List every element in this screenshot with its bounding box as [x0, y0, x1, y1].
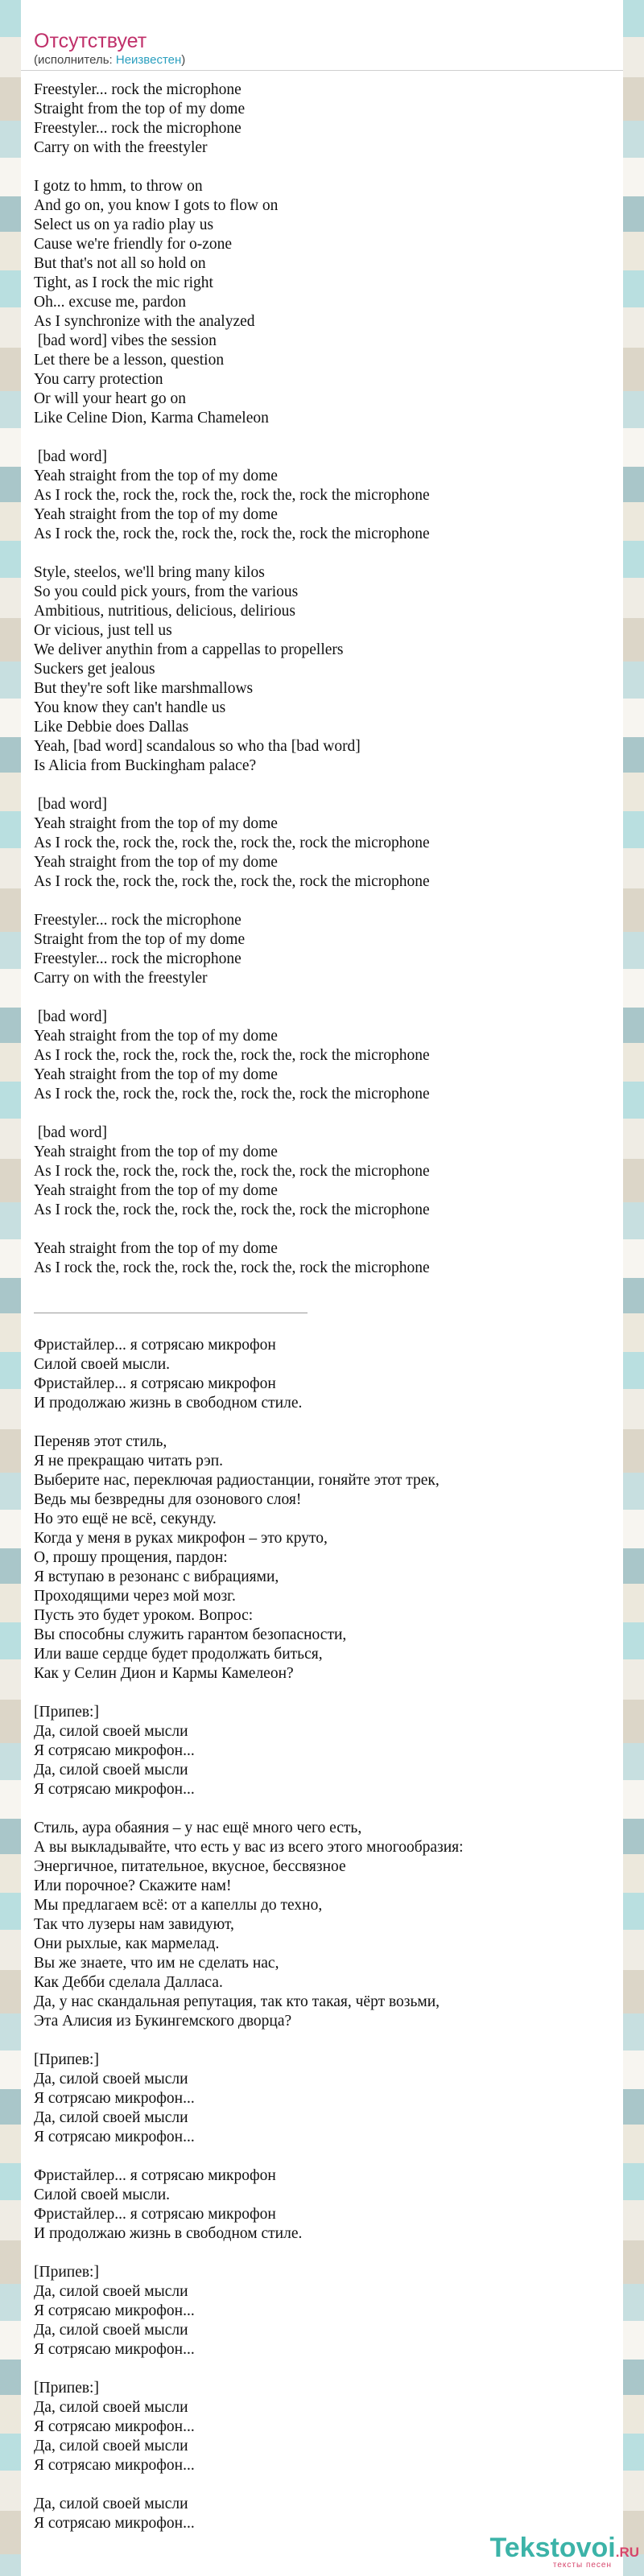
byline-suffix: ): [181, 53, 186, 67]
artist-link[interactable]: Неизвестен: [115, 53, 182, 67]
byline-prefix: (исполнитель:: [34, 53, 116, 67]
song-title: Отсутствует: [34, 30, 147, 52]
header-divider: [21, 70, 623, 71]
artist-byline: [34, 53, 610, 68]
logo-tagline: тексты песен: [552, 2561, 612, 2570]
lyrics-translation: Фристайлер... я сотрясаю микрофон Силой своей мысли. Фристайлер... я сотрясаю микрофон И продолжаю жизнь в свободном стиле. Переняв этот стиль, Я не прекращаю читать рэп. Выберите нас, переключая радиостанции, гоняйте этот трек, Ведь мы безвредны для озонового слоя! Но это ещё не всё, секунду. Когда у меня в руках микрофон – это круто, О, прошу прощения, пардон: Я вступаю в резонанс с вибрациями, Проходящими через мой мозг. Пусть это будет уроком. Вопрос: Вы способны служить гарантом безопасности, Или ваше сердце будет продолжать биться, Как у Селин Дион и Кармы Камелеон? [Припев:] Да, силой своей мысли Я сотрясаю микрофон... Да, силой своей мысли Я сотрясаю микрофон... Стиль, аура обаяния – у нас ещё много чего есть, А вы выкладывайте, что есть у вас из всего этого многообразия: Энергичное, питательное, вкусное, бессвязное Или порочное? Скажите нам! Мы предлагаем всё: от а капеллы до техно, Так что лузеры нам завидуют, Они рыхлые, как мармелад. Вы же знаете, что им не сделать нас, Как Дебби сделала Далласа. Да, у нас скандальная репутация, так кто такая, чёрт возьми, Эта Алисия из Букингемского дворца? [Припев:] Да, силой своей мысли Я сотрясаю микрофон... Да, силой своей мысли Я сотрясаю микрофон... Фристайлер... я сотрясаю микрофон Силой своей мысли. Фристайлер... я сотрясаю микрофон И продолжаю жизнь в свободном стиле. [Припев:] Да, силой своей мысли Я сотрясаю микрофон... Да, силой своей мысли Я сотрясаю микрофон... [Припев:] Да, силой своей мысли Я сотрясаю микрофон... Да, силой своей мысли Я сотрясаю микрофон... Да, силой своей мысли Я сотрясаю микрофон...: [34, 1337, 464, 2532]
logo-name: Tekstovoi: [489, 2533, 616, 2563]
page-sheet: [21, 0, 623, 2576]
logo-suffix: .RU: [615, 2545, 639, 2560]
lyrics-original: Freestyler... rock the microphone Straight from the top of my dome Freestyler... rock the microphone Carry on with the freestyler I gotz to hmm, to throw on And go on, you know I gots to flow on Select us on ya radio play us Cause we're friendly for o-zone But that's not all so hold on Tight, as I rock the mic right Oh... excuse me, pardon As I synchronize with the analyzed [bad word] vibes the session Let there be a lesson, question You carry protection Or will your heart go on Like Celine Dion, Karma Chameleon [bad word] Yeah straight from the top of my dome As I rock the, rock the, rock the, rock the, rock the microphone Yeah straight from the top of my dome As I rock the, rock the, rock the, rock the, rock the microphone Style, steelos, we'll bring many kilos So you could pick yours, from the various Ambitious, nutritious, delicious, delirious Or vicious, just tell us We deliver anythin from a cappellas to propellers Suckers get jealous But they're soft like marshmallows You know they can't handle us Like Debbie does Dallas Yeah, [bad word] scandalous so who tha [bad word] Is Alicia from Buckingham palace? [bad word] Yeah straight from the top of my dome As I rock the, rock the, rock the, rock the, rock the microphone Yeah straight from the top of my dome As I rock the, rock the, rock the, rock the, rock the microphone Freestyler... rock the microphone Straight from the top of my dome Freestyler... rock the microphone Carry on with the freestyler [bad word] Yeah straight from the top of my dome As I rock the, rock the, rock the, rock the, rock the microphone Yeah straight from the top of my dome As I rock the, rock the, rock the, rock the, rock the microphone [bad word] Yeah straight from the top of my dome As I rock the, rock the, rock the, rock the, rock the microphone Yeah straight from the top of my dome As I rock the, rock the, rock the, rock the, rock the microphone Yeah straight from the top of my dome As I rock the, rock the, rock the, rock the, rock the microphone: [34, 81, 430, 1276]
song-header: [34, 29, 610, 68]
site-logo[interactable]: [490, 2533, 639, 2570]
